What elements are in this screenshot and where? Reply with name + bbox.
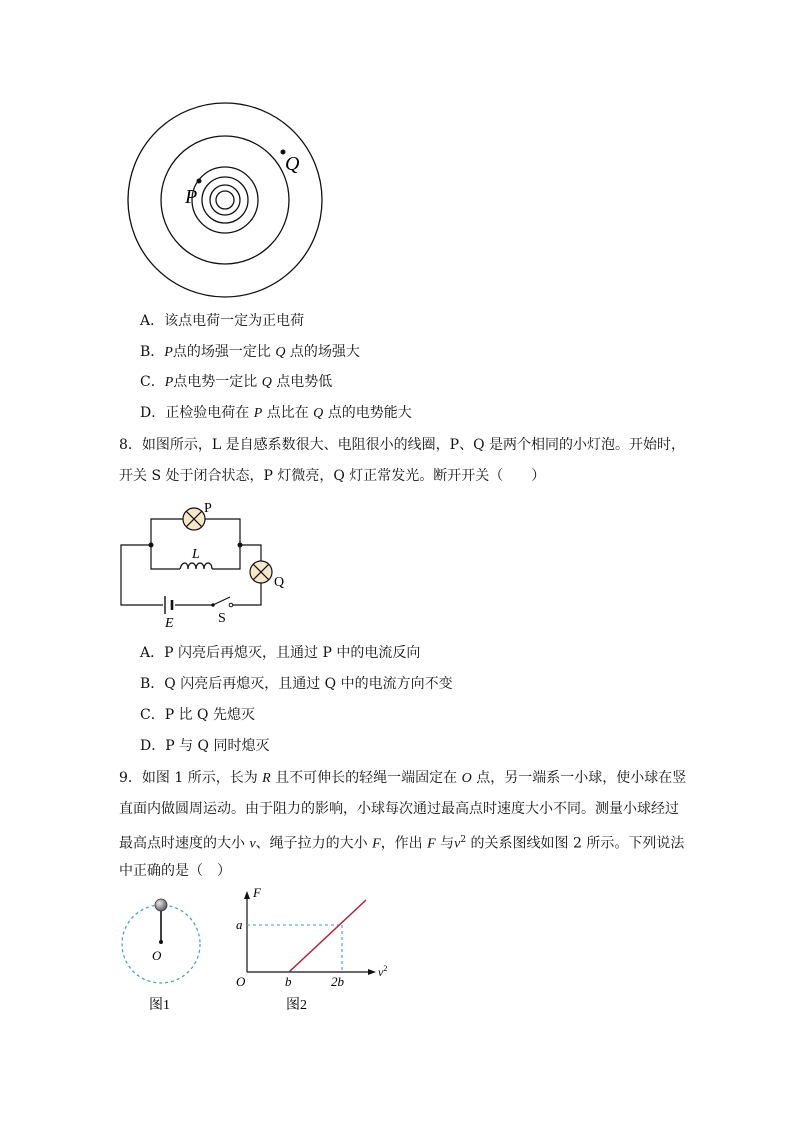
text: 9．如图 1 所示，长为 [119, 770, 263, 786]
text: ，作出 [380, 835, 428, 852]
switch-label: S [218, 611, 226, 626]
option-text: 点的场强一定比 [172, 344, 276, 360]
option-text: 正检验电荷在 [165, 405, 254, 421]
text: 的关系图线如图 2 所示。下列说法 [466, 835, 685, 852]
f-v2-line [289, 900, 366, 972]
option-letter: D． [140, 405, 166, 421]
x-axis-var: v [378, 965, 384, 979]
battery-label: E [165, 616, 174, 631]
var-v: v [454, 836, 461, 852]
q8-stem-line1: 8．如图所示，L 是自感系数很大、电阻很小的线圈，P、Q 是两个相同的小灯泡。开始时， [119, 437, 685, 453]
option-letter: A． [140, 313, 165, 329]
var-f: F [427, 836, 436, 852]
var-p: P [164, 375, 174, 390]
var-v: v [249, 836, 256, 852]
option-letter: C． [140, 374, 165, 390]
inductor-label: L [192, 547, 200, 562]
var-q: Q [261, 375, 272, 390]
tick-a: a [236, 917, 243, 932]
var-p: P [253, 406, 263, 421]
option-letter: D． [140, 738, 166, 754]
lamp-p-label: P [204, 501, 212, 516]
q8-stem-line2: 开关 S 处于闭合状态，P 灯微亮，Q 灯正常发光。断开开关（ ） [119, 468, 546, 484]
x-axis-arrow-icon [368, 969, 376, 975]
text: 、绳子拉力的大小 [255, 835, 373, 852]
option-letter: B． [140, 344, 165, 360]
text: 点，另一端系一小球，使小球在竖 [471, 770, 687, 786]
origin-label: O [236, 974, 246, 989]
option-text: 点的场强大 [285, 344, 360, 360]
var-p: P [164, 345, 173, 360]
option-letter: B． [140, 676, 165, 692]
tick-2b: 2b [331, 974, 344, 989]
var-f: F [372, 836, 381, 852]
var-q: Q [313, 406, 324, 421]
q9-stem-line2: 直面内做圆周运动。由于阻力的影响，小球每次通过最高点时速度大小不同。测量小球经过 [119, 801, 679, 817]
var-q: Q [275, 345, 286, 360]
x-axis-sup: 2 [383, 964, 388, 973]
option-text: P 与 Q 同时熄灭 [165, 738, 270, 754]
y-axis-label: F [253, 885, 261, 900]
q9-stem-line4: 中正确的是（ ） [119, 863, 231, 879]
text: 且不可伸长的轻绳一端固定在 [270, 770, 462, 786]
option-text: 点电势低 [271, 374, 333, 390]
option-text: P 闪亮后再熄灭，且通过 P 中的电流反向 [164, 645, 421, 661]
option-text: 点比在 [262, 405, 314, 421]
point-q-label: Q [285, 153, 300, 175]
option-text: P 比 Q 先熄灭 [164, 707, 255, 723]
superscript: 2 [460, 835, 467, 845]
option-letter: C． [140, 707, 165, 723]
text: 最高点时速度的大小 [119, 835, 250, 852]
option-text: 该点电荷一定为正电荷 [164, 313, 305, 329]
y-axis-arrow-icon [244, 891, 250, 899]
text: 与 [435, 835, 455, 852]
option-text: Q 闪亮后再熄灭，且通过 Q 中的电流方向不变 [164, 676, 453, 692]
var-o: O [461, 771, 472, 786]
figure-2-caption: 图2 [286, 998, 307, 1013]
option-letter: A． [140, 645, 165, 661]
figure-1-caption: 图1 [149, 998, 170, 1013]
lamp-q-label: Q [274, 575, 285, 590]
option-text: 点电势一定比 [173, 374, 262, 390]
point-p-label: P [185, 186, 198, 208]
x-axis-label [378, 964, 387, 979]
tick-b: b [285, 974, 292, 989]
pivot-label: O [152, 948, 162, 963]
option-text: 点的电势能大 [323, 405, 412, 421]
var-r: R [262, 771, 271, 786]
